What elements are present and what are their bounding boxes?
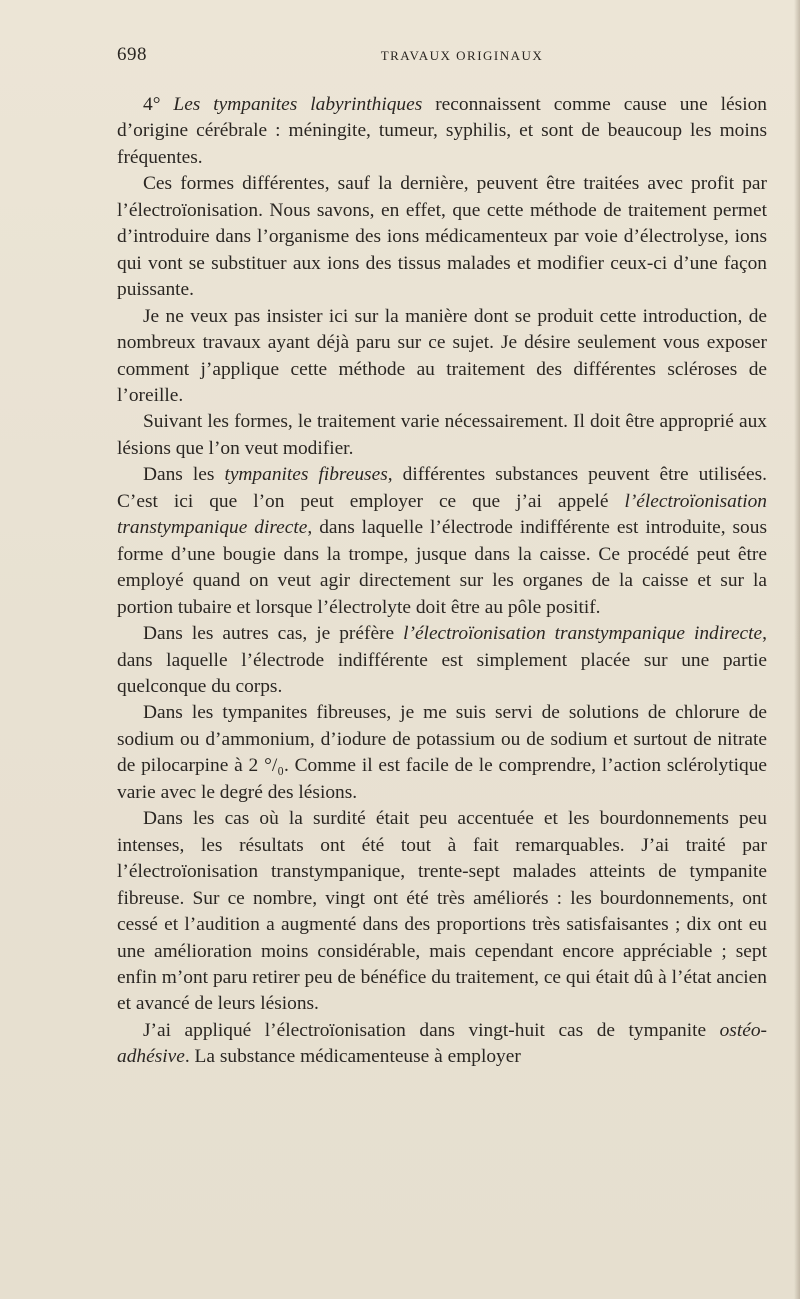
paragraph — [117, 1018, 767, 1071]
page-number: 698 — [117, 44, 147, 65]
text-segment: Suivant les formes, le traitement varie nécessairement. Il doit être approprié aux lésions que l’on veut modifier. — [117, 411, 767, 459]
text-segment: Dans les cas où la surdité était peu accentuée et les bourdonnements peu intenses, les résultats ont été tout à fait remarquables. J’ai traité par l’électroïonisation transtympanique, trente-sept malades atteints de tympanite fibreuse. Sur ce nombre, vingt ont été très améliorés : les bourdonnements, ont cessé et l’audition a augmenté dans des proportions très satisfaisantes ; dix ont eu une amélioration moins considérable, mais cependant encore appréciable ; sept enfin m’ont paru retirer peu de bénéfice du traitement, ce qui était dû à l’état ancien et avancé de leurs lésions. — [117, 808, 767, 1015]
paragraph — [117, 304, 767, 410]
text-segment: reconnaissent comme cause une lésion d’origine cérébrale : méningite, tumeur, syphilis, et sont de beaucoup les moins fréquentes. — [117, 94, 767, 168]
italic-segment: l’électroïonisation transtympanique directe — [117, 490, 767, 539]
text-segment: Dans les tympanites fibreuses, je me suis servi de solutions de chlorure de sodium ou d’ammonium, d’iodure de potassium ou de sodium et surtout de nitrate de pilocarpine à 2 °/₀. Comme il est facile de le comprendre, l’action sclérolytique varie avec le degré des lésions. — [117, 702, 767, 803]
paragraph — [117, 409, 767, 462]
text-segment: Dans les autres cas, je préfère — [143, 623, 404, 645]
italic-segment: tympanites fibreuses — [224, 464, 388, 486]
text-segment: J’ai appliqué l’électroïonisation dans vingt-huit cas de tympanite — [143, 1019, 720, 1041]
paragraph — [117, 171, 767, 303]
paragraph — [117, 462, 767, 621]
italic-segment: l’électroïonisation transtympanique indirecte — [403, 623, 763, 645]
text-segment: Dans les — [143, 464, 225, 486]
running-head — [117, 44, 767, 72]
text-segment: , dans laquelle l’électrode indifférente est simplement placée sur une partie quelconque du corps. — [117, 623, 768, 697]
paragraph — [117, 700, 767, 806]
text-segment: 4° — [143, 94, 174, 115]
body-text — [117, 92, 767, 1071]
text-segment: , dans laquelle l’électrode indifférente est introduite, sous forme d’une bougie dans la trompe, jusque dans la caisse. Ce procédé peut être employé quand on veut agir directement sur les organes de la caisse et sur la portion tubaire et lorsque l’électrolyte doit être au pôle positif. — [117, 517, 767, 618]
running-title: TRAVAUX ORIGINAUX — [380, 48, 544, 63]
paragraph — [117, 92, 767, 171]
page-edge-shadow — [794, 0, 800, 1299]
text-segment: Je ne veux pas insister ici sur la manière dont se produit cette introduction, de nombreux travaux ayant déjà paru sur ce sujet. Je désire seulement vous exposer comment j’applique cette méthode au traitement des différentes scléroses de l’oreille. — [117, 305, 767, 406]
text-segment: . La substance médicamenteuse à employer — [184, 1046, 521, 1068]
paragraph — [117, 806, 767, 1018]
italic-segment: ostéo-adhésive — [117, 1019, 767, 1068]
paragraph — [117, 621, 767, 700]
text-segment: Ces formes différentes, sauf la dernière, peuvent être traitées avec profit par l’électroïonisation. Nous savons, en effet, que cette méthode de traitement permet d’introduire dans l’organisme des ions médicamenteux par voie d’électrolyse, ions qui vont se substituer aux ions des tissus malades et modifier ceux-ci d’une façon puissante. — [117, 173, 767, 301]
text-segment: , différentes substances peuvent être utilisées. C’est ici que l’on peut employer ce que j’ai appelé — [117, 464, 768, 512]
italic-segment: Les tympanites labyrinthiques — [173, 94, 423, 115]
